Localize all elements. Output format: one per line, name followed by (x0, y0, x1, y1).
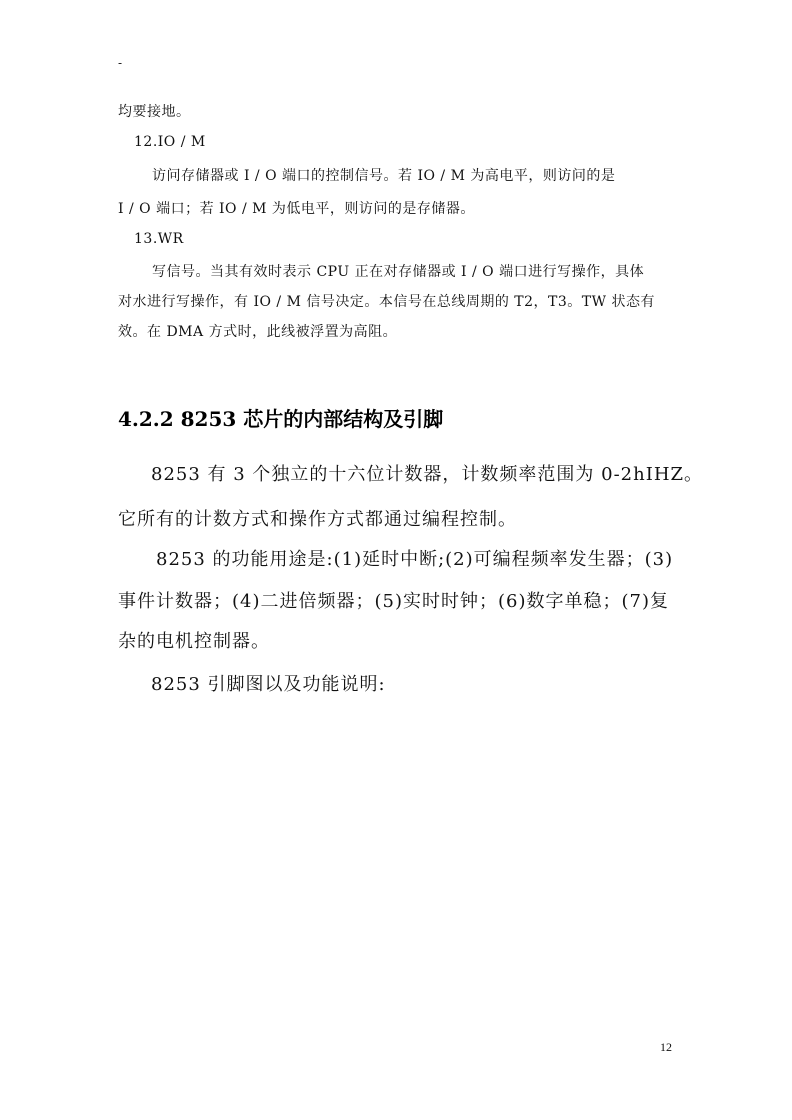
text-line: 写信号。当其有效时表示 CPU 正在对存储器或 I / O 端口进行写操作，具体 (152, 264, 645, 280)
text-line: 对水进行写操作，有 IO / M 信号决定。本信号在总线周期的 T2，T3。TW 状态有 (118, 294, 655, 310)
text-line: 效。在 DMA 方式时，此线被浮置为高阻。 (118, 324, 398, 340)
section-heading: 4.2.2 8253 芯片的内部结构及引脚 (118, 407, 444, 431)
paragraph-line: 杂的电机控制器。 (118, 631, 270, 652)
page-number: 12 (660, 1040, 672, 1054)
list-label-io-m: 12.IO / M (134, 134, 206, 150)
paragraph-line: 8253 的功能用途是:(1)延时中断;(2)可编程频率发生器；(3) (156, 549, 674, 570)
text-line: 访问存储器或 I / O 端口的控制信号。若 IO / M 为高电平，则访问的是 (152, 168, 616, 184)
list-label-wr: 13.WR (134, 231, 184, 247)
header-mark: - (118, 56, 123, 70)
paragraph-line: 8253 引脚图以及功能说明: (151, 674, 386, 695)
text-line: 均要接地。 (118, 104, 191, 120)
text-line: I / O 端口；若 IO / M 为低电平，则访问的是存储器。 (118, 201, 475, 217)
paragraph-line: 8253 有 3 个独立的十六位计数器，计数频率范围为 0-2hIHZ。 (151, 464, 704, 485)
paragraph-line: 事件计数器；(4)二进倍频器；(5)实时时钟；(6)数字单稳；(7)复 (118, 591, 669, 612)
paragraph-line: 它所有的计数方式和操作方式都通过编程控制。 (118, 509, 517, 530)
